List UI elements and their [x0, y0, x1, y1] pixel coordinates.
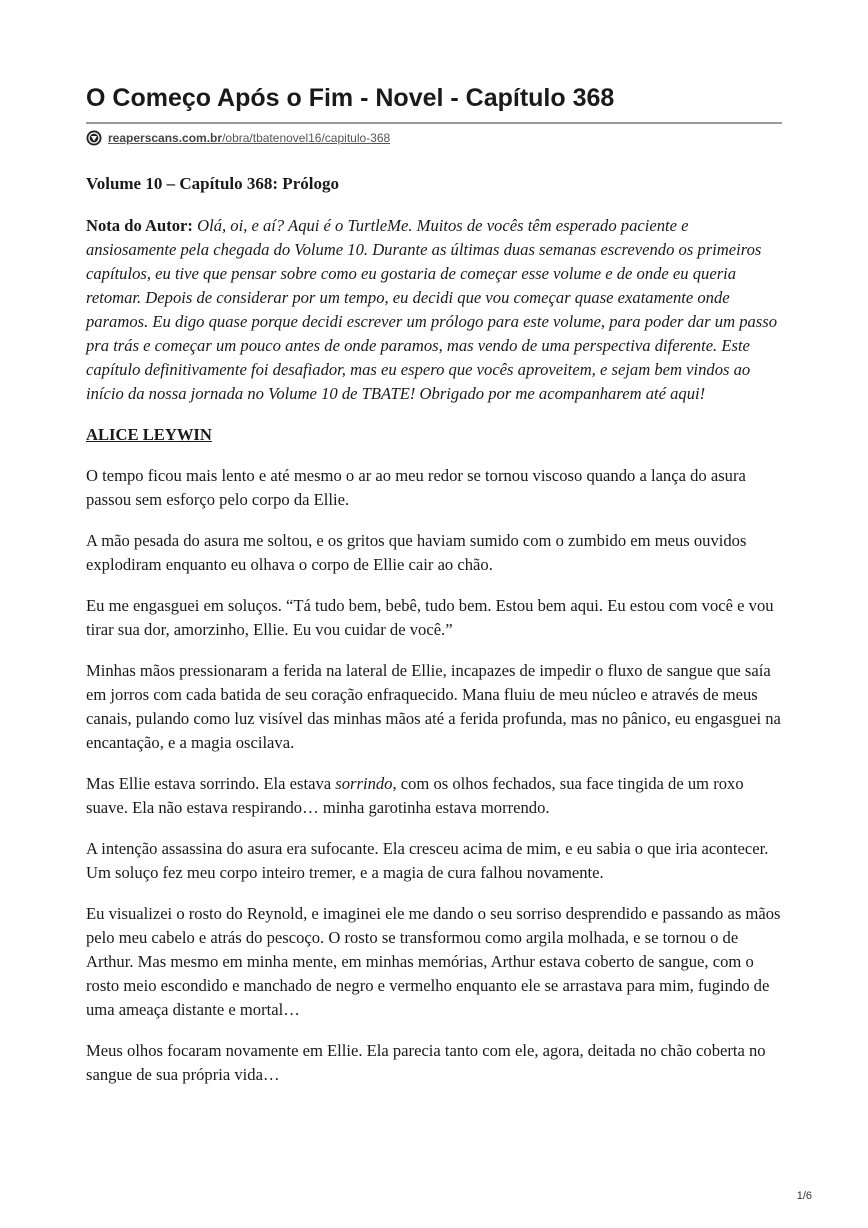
chapter-subtitle: Volume 10 – Capítulo 368: Prólogo — [86, 174, 339, 193]
paragraph: Meus olhos focaram novamente em Ellie. Ela parecia tanto com ele, agora, deitada no chão coberta no sangue de sua própria vida… — [86, 1041, 766, 1084]
site-favicon-icon — [86, 130, 102, 146]
paragraph: Eu me engasguei em soluços. “Tá tudo bem, bebê, tudo bem. Estou bem aqui. Eu estou com você e vou tirar sua dor, amorzinho, Ellie. Eu vou cuidar de você.” — [86, 596, 774, 639]
page-title: O Começo Após o Fim - Novel - Capítulo 368 — [86, 84, 615, 112]
page-number: 1/6 — [796, 1190, 812, 1202]
paragraph: O tempo ficou mais lento e até mesmo o ar ao meu redor se tornou viscoso quando a lança do asura passou sem esforço pelo corpo da Ellie. — [86, 466, 746, 509]
author-note-label: Nota do Autor: — [86, 216, 193, 235]
title-divider — [86, 122, 782, 124]
source-path: /obra/tbatenovel16/capitulo-368 — [222, 131, 391, 145]
paragraph: A intenção assassina do asura era sufocante. Ela cresceu acima de mim, e eu sabia o que iria acontecer. Um soluço fez meu corpo inteiro tremer, e a magia de cura falhou novamente. — [86, 839, 769, 882]
document-page — [86, 82, 782, 1087]
paragraph: A mão pesada do asura me soltou, e os gritos que haviam sumido com o zumbido em meus ouvidos explodiram enquanto eu olhava o corpo de Ellie cair ao chão. — [86, 531, 747, 574]
paragraph: Minhas mãos pressionaram a ferida na lateral de Ellie, incapazes de impedir o fluxo de sangue que saía em jorros com cada batida de seu coração enfraquecido. Mana fluiu de meu núcleo e através de meus canais, pulando como luz visível das minhas mãos até a ferida profunda, mas no pânico, eu engasguei na encantação, e a magia oscilava. — [86, 661, 781, 752]
paragraph-text: , com os olhos fechados, sua face tingida de um roxo suave. Ela não estava respirando… minha garotinha estava morrendo. — [86, 774, 744, 817]
author-note — [86, 214, 782, 406]
paragraph-text: Mas Ellie estava sorrindo. Ela estava — [86, 774, 336, 793]
paragraph-emphasis: sorrindo — [335, 774, 393, 793]
source-domain: reaperscans.com.br — [108, 131, 223, 145]
section-heading: ALICE LEYWIN — [86, 425, 212, 444]
source-line — [86, 130, 782, 146]
paragraph — [86, 772, 782, 820]
paragraph: Eu visualizei o rosto do Reynold, e imaginei ele me dando o seu sorriso desprendido e passando as mãos pelo meu cabelo e atrás do pescoço. O rosto se transformou como argila molhada, e se tornou o de Arthur. Mas mesmo em minha mente, em minhas memórias, Arthur estava coberto de sangue, com o rosto meio escondido e manchado de negro e vermelho enquanto ele se arrastava para mim, fugindo de uma ameaça distante e mortal… — [86, 904, 781, 1019]
source-link[interactable] — [108, 131, 390, 145]
author-note-text: Olá, oi, e aí? Aqui é o TurtleMe. Muitos de vocês têm esperado paciente e ansiosamente pela chegada do Volume 10. Durante as últimas duas semanas escrevendo os primeiros capítulos, eu tive que pensar sobre como eu gostaria de começar esse volume e de onde eu queria retomar. Depois de considerar por um tempo, eu decidi que vou começar quase exatamente onde paramos. Eu digo quase porque decidi escrever um prólogo para este volume, para poder dar um passo pra trás e começar um pouco antes de onde paramos, mas vendo de uma perspectiva diferente. Este capítulo definitivamente foi desafiador, mas eu espero que vocês aproveitem, e sejam bem vindos ao início da nossa jornada no Volume 10 de TBATE! Obrigado por me acompanharem até aqui! — [86, 216, 778, 403]
